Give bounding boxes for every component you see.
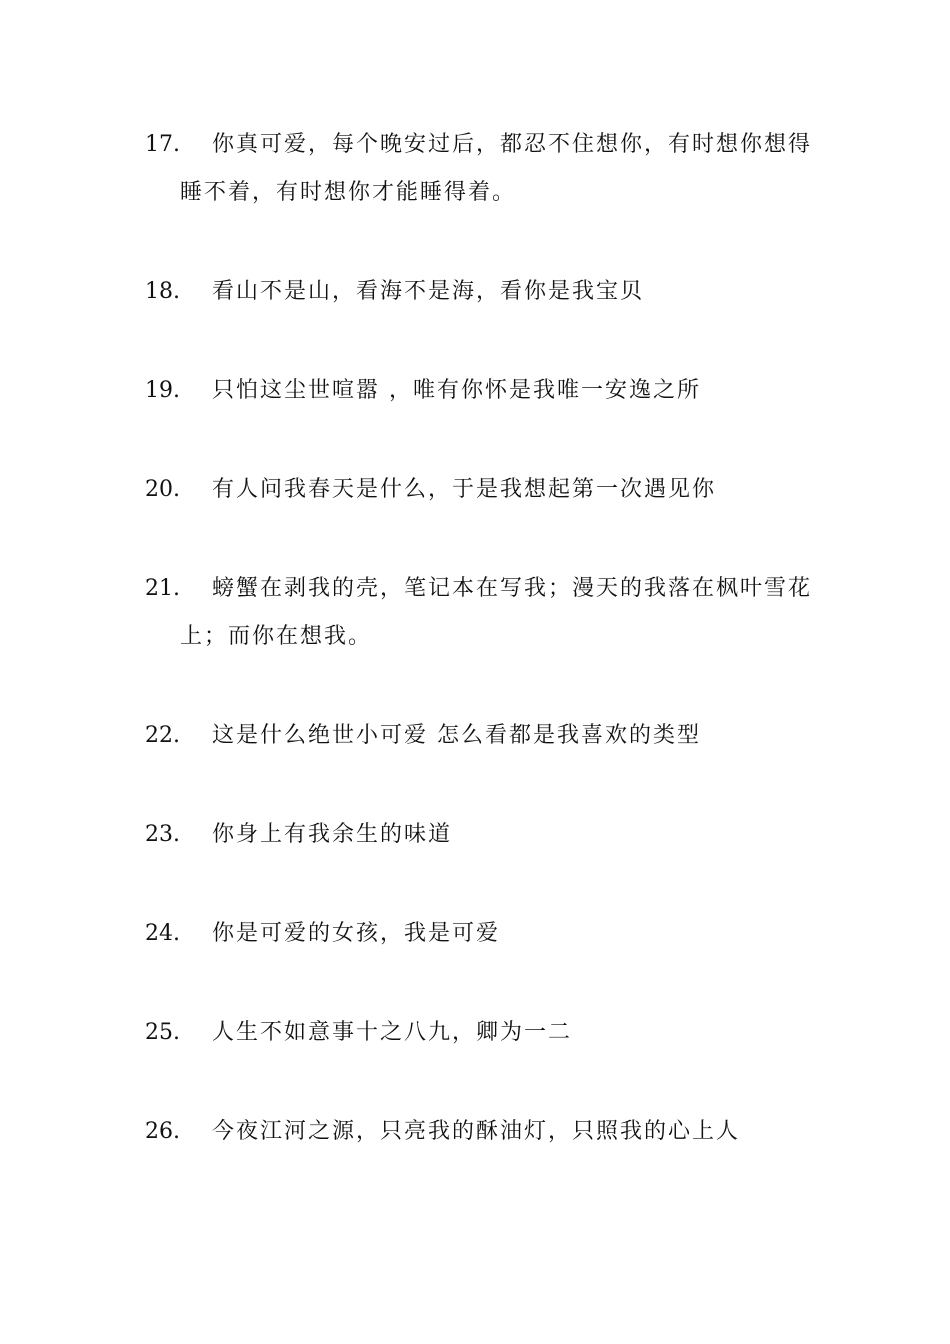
item-text: 看山不是山，看海不是海，看你是我宝贝: [212, 279, 645, 304]
list-item: [145, 565, 815, 661]
item-number: 25.: [145, 1020, 180, 1045]
list-item: [145, 1108, 815, 1156]
item-text: 今夜江河之源，只亮我的酥油灯，只照我的心上人: [212, 1119, 741, 1144]
item-text: 只怕这尘世喧嚣 ，唯有你怀是我唯一安逸之所: [212, 378, 701, 403]
list-item: [145, 1009, 815, 1057]
list-item: [145, 367, 815, 415]
list-item: [145, 712, 815, 760]
item-number: 21.: [145, 576, 180, 601]
list-item: [145, 910, 815, 958]
list-item: [145, 811, 815, 859]
item-text: 人生不如意事十之八九，卿为一二: [212, 1020, 573, 1045]
item-text: 螃蟹在剥我的壳，笔记本在写我；漫天的我落在枫叶雪花上；而你在想我。: [180, 576, 813, 649]
item-number: 17.: [145, 132, 180, 157]
item-number: 18.: [145, 279, 180, 304]
item-number: 19.: [145, 378, 180, 403]
item-number: 26.: [145, 1119, 180, 1144]
list-item: [145, 121, 815, 217]
item-number: 20.: [145, 477, 180, 502]
item-number: 24.: [145, 921, 180, 946]
numbered-list: [145, 121, 815, 1207]
item-number: 23.: [145, 822, 180, 847]
list-item: [145, 466, 815, 514]
item-text: 你身上有我余生的味道: [212, 822, 453, 847]
item-text: 这是什么绝世小可爱 怎么看都是我喜欢的类型: [212, 723, 701, 748]
list-item: [145, 268, 815, 316]
item-text: 你是可爱的女孩，我是可爱: [212, 921, 501, 946]
item-text: 你真可爱，每个晚安过后，都忍不住想你，有时想你想得睡不着，有时想你才能睡得着。: [180, 132, 813, 205]
item-number: 22.: [145, 723, 180, 748]
item-text: 有人问我春天是什么，于是我想起第一次遇见你: [212, 477, 717, 502]
